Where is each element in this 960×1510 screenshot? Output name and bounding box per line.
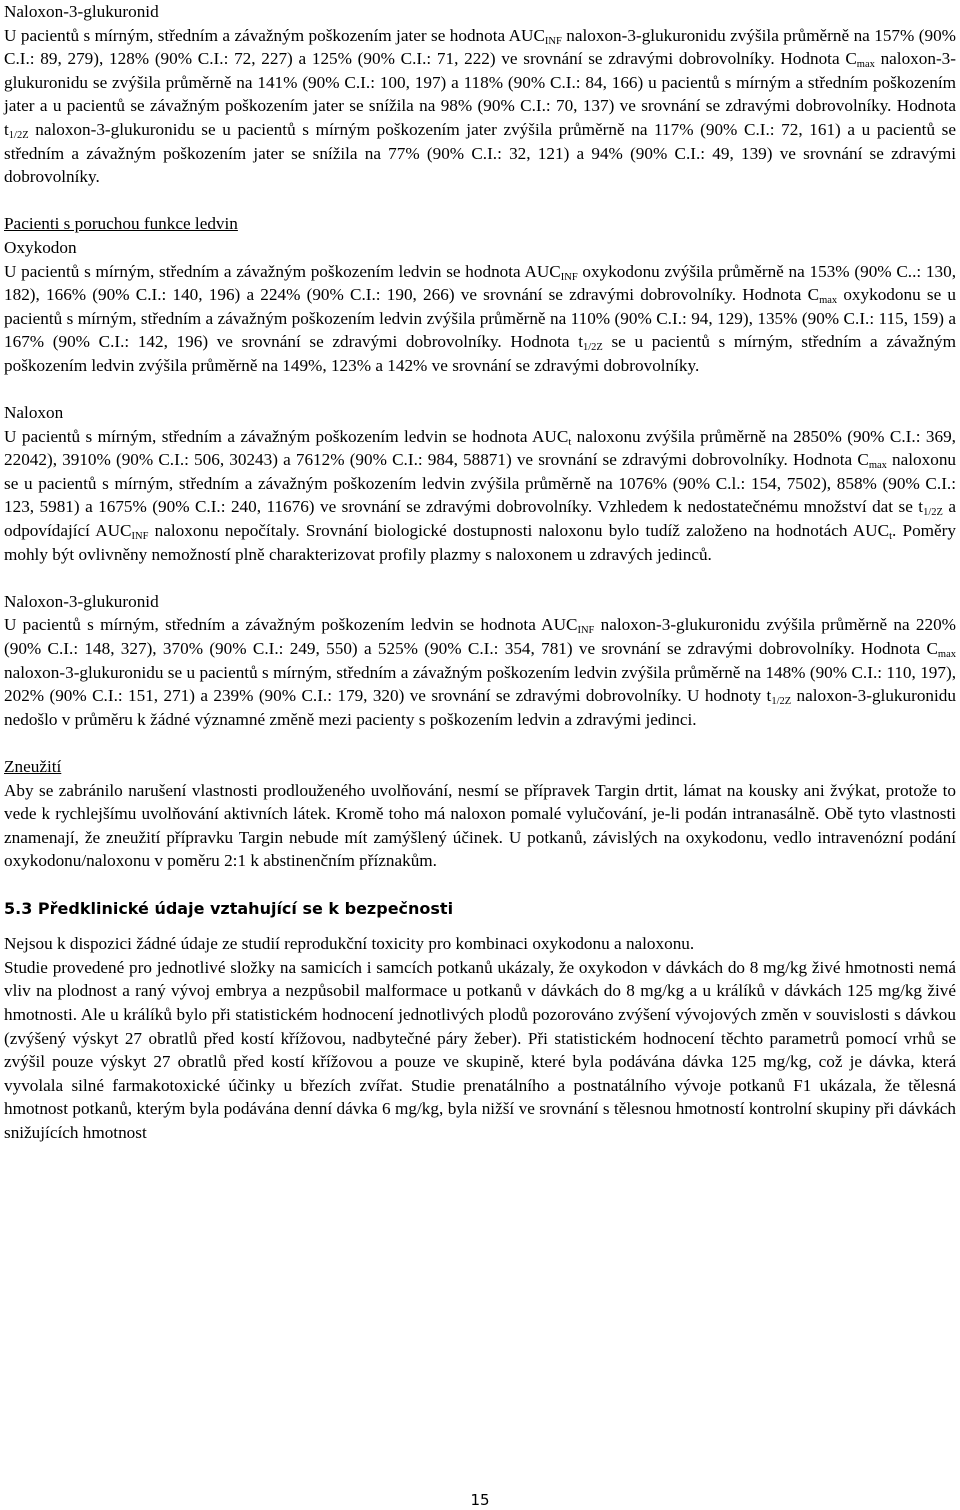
paragraph: U pacientů s mírným, středním a závažným poškozením ledvin se hodnota $AUC_{INF}$ oxykodonu zvýšila průměrně na 153% (90% C..: 130, 182), 166% (90% C.I.: 140, 196) a 224% (90% C.I.: 190, 266) ve srovnání se zdravými dobrovolníky. Hodnota $C_{max}$ oxykodonu se u pacientů s mírným, středním a závažným poškozením ledvin zvýšila průměrně na 110% (90% C.I.: 94, 129), 135% (90% C.I.: 115, 159) a 167% (90% C.I.: 142, 196) ve srovnání se zdravými dobrovolníky. Hodnota $t_{1/2Z}$ se u pacientů s mírným, středním a závažným poškozením ledvin zvýšila průměrně na 149%, 123% a 142% ve srovnání se zdravými dobrovolníky. (4, 261, 957, 375)
renal-n3g-section (4, 590, 956, 732)
section-heading: Naloxon-3-glukuronid (4, 2, 159, 21)
renal-naloxone-section (4, 401, 956, 566)
renal-section-title: Pacienti s poruchou funkce ledvin (4, 214, 238, 234)
chapter-heading: 5.3 Předklinické údaje vztahující se k bezpečnosti (4, 898, 454, 918)
preclinical-section (4, 897, 956, 1145)
abuse-section (4, 755, 956, 873)
hepatic-n3g-section (4, 0, 956, 189)
document-page (4, 0, 956, 1145)
paragraph: U pacientů s mírným, středním a závažným poškozením ledvin se hodnota $AUC_t$ naloxonu zvýšila průměrně na 2850% (90% C.I.: 369, 22042), 3910% (90% C.I.: 506, 30243) a 7612% (90% C.I.: 984, 58871) ve srovnání se zdravými dobrovolníky. Hodnota $C_{max}$ naloxonu se u pacientů s mírným, středním a závažným poškozením ledvin zvýšila průměrně na 1076% (90% C.l.: 154, 7502), 858% (90% C.I.: 123, 5981) a 1675% (90% C.I.: 240, 11676) ve srovnání se zdravými dobrovolníky. Vzhledem k nedostatečnému množství dat se $t_{1/2Z}$ a odpovídající $AUC_{INF}$ naloxonu nepočítaly. Srovnání biologické dostupnosti naloxonu bylo tudíž založeno na hodnotách $AUC_t$. Poměry mohly být ovlivněny nemožností plně charakterizovat profily plazmy s naloxonem u zdravých jedinců. (4, 426, 957, 564)
paragraph: Nejsou k dispozici žádné údaje ze studií reprodukční toxicity pro kombinaci oxykodonu a naloxonu. (4, 934, 695, 954)
paragraph: Aby se zabránilo narušení vlastnosti prodlouženého uvolňování, nesmí se přípravek Targin drtit, lámat na kousky ani žvýkat, protože to vede k rychlejšímu uvolňování aktivních látek. Kromě toho má naloxon pomalé vylučování, je-li podán intranasálně. Obě tyto vlastnosti znamenají, že zneužití přípravku Targin nebude mít zamýšlený účinek. U potkanů, závislých na oxykodonu, vedlo intravenózní podání oxykodonu/naloxonu v poměru 2:1 k abstinenčním příznakům. (4, 780, 956, 871)
paragraph: Studie provedené pro jednotlivé složky na samicích i samcích potkanů ukázaly, že oxykodon v dávkách do 8 mg/kg živé hmotnosti nemá vliv na plodnost a raný vývoj embrya a nezpůsobil malformace u potkanů v dávkách do 8 mg/kg a u králíků v dávkách 125 mg/kg živé hmotnosti. Ale u králíků bylo při statistickém hodnocení jednotlivých plodů pozorováno zvýšení vývojových změn v souvislosti s dávkou (zvýšený výskyt 27 obratlů před kostí křížovou, nadbytečné páry žeber). Při statistickém hodnocení těchto parametrů pomocí vrhů se zvýšil pouze výskyt 27 obratlů před kostí křížovou a pouze ve skupině, které byla podávána dávka 125 mg/kg, což je dávka, která vyvolala silné farmakotoxické účinky u březích zvířat. Studie prenatálního a postnatálního vývoje potkanů F1 ukázala, že tělesná hmotnost potkanů, kterým byla podávána denní dávka 6 mg/kg, byla nižší ve srovnání s tělesnou hmotností kontrolní skupiny při dávkách snižujících hmotnost (4, 957, 956, 1142)
section-heading: Oxykodon (4, 237, 77, 257)
renal-oxycodone-section (4, 236, 956, 378)
page-number: 15 (470, 1491, 490, 1509)
paragraph: U pacientů s mírným, středním a závažným poškozením jater se hodnota $AUC_{INF}$ naloxon-3-glukuronidu zvýšila průměrně na 157% (90% C.I.: 89, 279), 128% (90% C.I.: 72, 227) a 125% (90% C.I.: 71, 222) ve srovnání se zdravými dobrovolníky. Hodnota $C_{max}$ naloxon-3-glukuronidu se zvýšila průměrně na 141% (90% C.I.: 100, 197) a 118% (90% C.I.: 84, 166) u pacientů s mírným a středním poškozením jater a u pacientů se závažným poškozením jater se snížila na 98% (90% C.I.: 70, 137) ve srovnání se zdravými dobrovolníky. Hodnota $t_{1/2Z}$ naloxon-3-glukuronidu se u pacientů s mírným poškozením jater zvýšila průměrně na 117% (90% C.I.: 72, 161) a u pacientů se středním a závažným poškozením jater se snížila na 77% (90% C.I.: 32, 121) a 94% (90% C.I.: 49, 139) ve srovnání se zdravými dobrovolníky. (4, 25, 956, 187)
section-heading: Naloxon-3-glukuronid (4, 591, 159, 611)
section-heading: Naloxon (4, 403, 64, 423)
section-heading: Zneužití (4, 757, 62, 776)
paragraph: U pacientů s mírným, středním a závažným poškozením ledvin se hodnota $AUC_{INF}$ naloxon-3-glukuronidu zvýšila průměrně na 220% (90% C.I.: 148, 327), 370% (90% C.I.: 249, 550) a 525% (90% C.I.: 354, 781) ve srovnání se zdravými dobrovolníky. Hodnota $C_{max}$ naloxon-3-glukuronidu se u pacientů s mírným, středním a závažným poškozením ledvin zvýšila průměrně na 148% (90% C.I.: 110, 197), 202% (90% C.I.: 151, 271) a 239% (90% C.I.: 179, 320) ve srovnání se zdravými dobrovolníky. U hodnoty $t_{1/2Z}$ naloxon-3-glukuronidu nedošlo v průměru k žádné významné změně mezi pacienty s poškozením ledvin a zdravými jedinci. (4, 615, 956, 729)
